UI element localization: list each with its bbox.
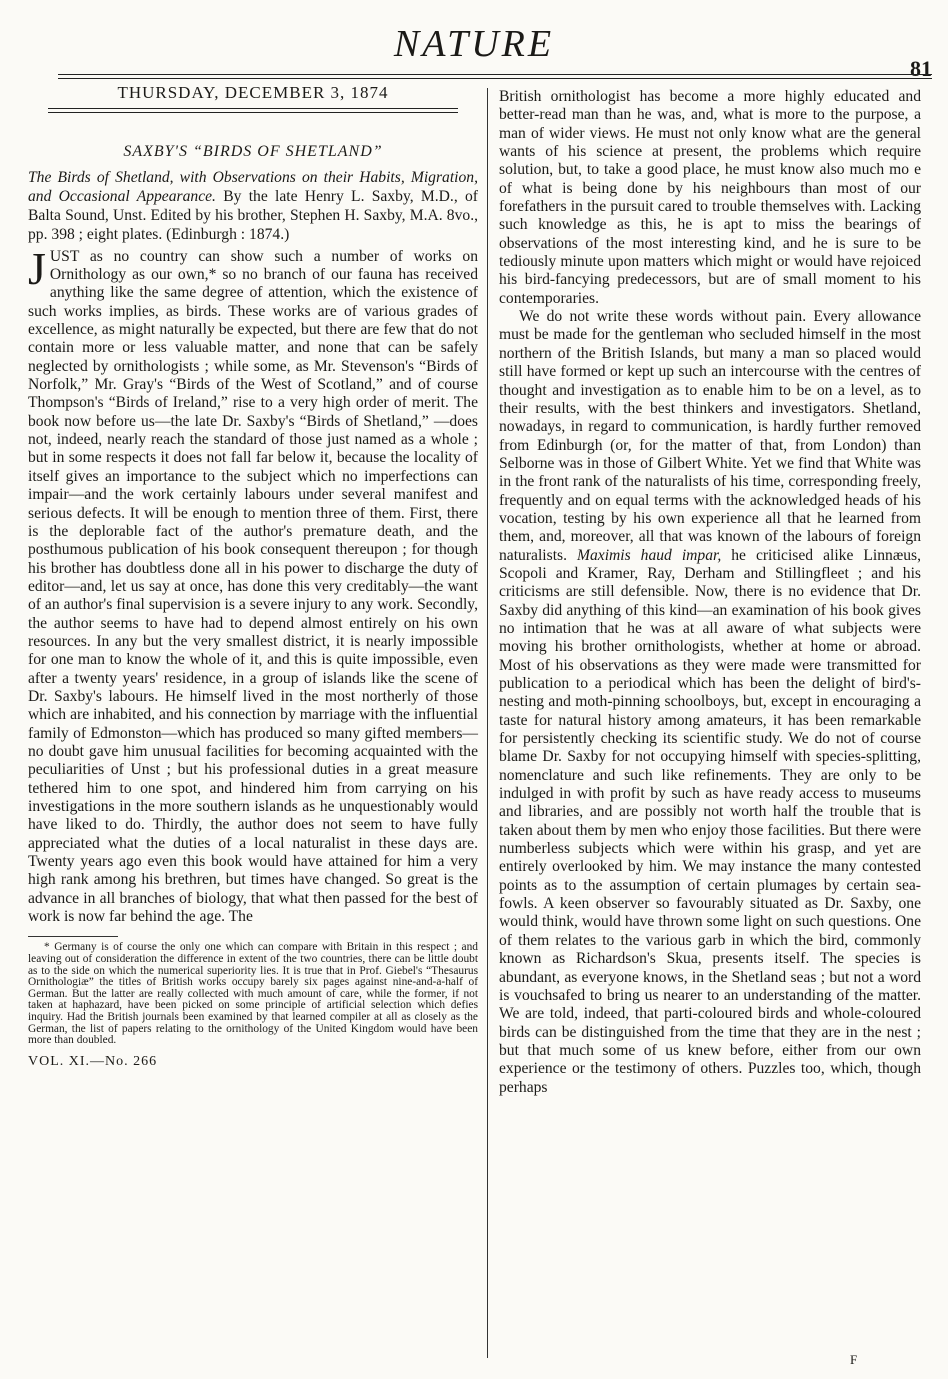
left-column bbox=[28, 80, 478, 1071]
footnote-rule bbox=[28, 936, 118, 937]
footnote: * Germany is of course the only one which can compare with Britain in this respect ; and leaving out of consideration the difference in extent of the two countries, there can be little doubt as to the side on which the numerical superiority lies. It is true that in Prof. Giebel's “Thesaurus Ornithologiæ” the titles of British works occupy barely six pages against nine-and-a-half of German. But the latter are really collected with much amount of care, while the former, if not taken at haphazard, have been picked on some principle of artificial selection which defies inquiry. Had the British journals been examined by that learned compiler at all as closely as the German, the list of papers relating to the ornithology of the United Kingdom would have been more than doubled. bbox=[28, 941, 478, 1047]
volume-number: VOL. XI.—No. 266 bbox=[28, 1053, 158, 1069]
article-title: SAXBY'S “BIRDS OF SHETLAND” bbox=[123, 143, 383, 161]
latin-phrase: Maximis haud impar, bbox=[576, 546, 722, 564]
journal-title: NATURE bbox=[393, 23, 555, 65]
article-paragraph bbox=[28, 242, 478, 927]
page-number: 81 bbox=[910, 56, 932, 81]
article-text: UST as no country can show such a number of works on Ornithology as our own,* so no branch of our fauna has received anything like the same degree of attention, which the existence of such works implies, as birds. These works are of various grades of excellence, as might naturally be expected, but there are few that do not contain more or less valuable matter, and none that can be safely neglected by ornithologists ; while some, as Mr. Stevenson's “Birds of Norfolk,” Mr. Gray's “Birds of the West of Scotland,” and of course Thompson's “Birds of Ireland,” rise to a very high order of merit. The book now before us—the late Dr. Saxby's “Birds of Shetland,” —does not, indeed, nearly reach the standard of those just named as a whole ; but in some respects it does not fall far below it, because the locality of itself gives an importance to the subject which no imperfections can impair—and the work certainly labours under several manifest and serious defects. It will be enough to mention three of them. First, there is the deplorable fact of the author's premature death, and the posthumous publication of his book consequent thereupon ; for though his brother has doubtless done all in his power to discharge the duty of editor—and, let us say at once, has done this very creditably—the want of an author's final supervision is a severe injury to any work. Secondly, the author seems to have had to depend almost entirely on his own resources. In any but the very smallest district, it is nearly impossible for one man to know the whole of it, and this is quite impossible, even after a twenty years' residence, in a group of islands like the scene of Dr. Saxby's labours. He himself lived in the most northerly of those which are inhabited, and his connection by marriage with the influential family of Edmonston—which has produced so many gifted members—no doubt gave him unusual facilities for becoming acquainted with the peculiarities of Unst ; but his professional duties in a great measure tethered him to one spot, and hindered him from carrying on his investigations in the more southern islands as he unquestionably would have liked to do. Thirdly, the author does not seem to have fully appreciated what the duties of a local naturalist in these days are. Twenty years ago even this book would have attained for him a very high rank among his brethren, but times have changed. So great is the advance in all branches of biology, that what then passed for the best of work is now far behind the age. The bbox=[28, 247, 478, 926]
bibliography bbox=[28, 168, 478, 244]
article-text: he criticised alike Linnæus, Scopoli and Kramer, Ray, Derham and Stillingfleet ; and his criticisms are still defensible. Now, there is no evidence that Dr. Saxby did anything of this kind—an examination of his book gives no intimation that he was at all aware of what subjects were moving his brother ornithologists, whether at home or abroad. Most of his observations as they were made were transmitted for publication to a periodical which has been the delight of bird's-nesting and moth-pinning schoolboys, but, except in encouraging a taste for natural history among amateurs, it has been remarkable for persistently checking its scientific study. We do not of course blame Dr. Saxby for not occupying himself with species-splitting, nomenclature and such like refinements. They are only to be indulged in with profit by such as have ready access to museums and libraries, and are possibly not worth half the trouble that is taken about them by men who enjoy those facilities. But there were numberless subjects which were within his grasp, and yet are entirely overlooked by him. We may instance the many contested points as to the assumption of certain plumages by certain sea-fowls. A keen observer so favourably situated as Dr. Saxby, one would think, would have thrown some light on such questions. One of them relates to the various garb in which the bird, commonly known as Richardson's Skua, presents itself. The species is abundant, as everyone knows, in the Shetland seas ; but not a word is vouchsafed to bring us nearer to an understanding of the matter. We are told, indeed, that parti-coloured birds and whole-coloured birds can be distinguished from the time that they are in the nest ; but that much some of us knew before, either from our own experience or the testimony of others. Puzzles too, which, though perhaps bbox=[499, 546, 921, 1096]
article-paragraph bbox=[499, 308, 921, 1097]
article-paragraph: British ornithologist has become a more highly educated and better-read man than he was, and, what is more to the purpose, a man of wider views. He must not only know what are the general wants of his science at present, the problems which require solution, but, to take a good place, he must know also much mo e of what is being done by his neighbours than most of our forefathers in the pursuit cared to trouble themselves with. Lacking such knowledge as this, he is apt to miss the bearings of observations of the most interesting kind, and he is sure to be tediously minute upon matters which might or would have rejoiced his bird-fancying predecessors, but are of small moment to his contemporaries. bbox=[499, 88, 921, 307]
issue-date: THURSDAY, DECEMBER 3, 1874 bbox=[117, 83, 389, 102]
masthead bbox=[0, 22, 948, 81]
header-rule-double bbox=[58, 78, 932, 79]
date-rule bbox=[48, 108, 458, 109]
book-details: By the late Henry L. Saxby, M.D., of Balta Sound, Unst. Edited by his brother, Stephen H. Saxby, M.A. 8vo., pp. 398 ; eight plates. (Edinburgh : 1874.) bbox=[28, 187, 478, 243]
article-text: We do not write these words without pain. Every allowance must be made for the gentleman who secluded himself in the most northern of the British Islands, but many a man so placed would still have formed or kept up such an intercourse with the centres of thought and investigation as to enable him to be on a level, as to their results, with the best thinkers and investigators. Shetland, nowadays, in regard to communication, is hardly further removed from Edinburgh (or, for the matter of that, from London) than Selborne was in those of Gilbert White. Yet we find that White was in the front rank of the naturalists of his time, corresponding freely, frequently and on equal terms with the acknowledged heads of his vocation, testing by his own experience all that he learned from them, and, moreover, all that was known of the labours of foreign naturalists. bbox=[499, 308, 921, 564]
header-rule bbox=[58, 74, 932, 75]
right-column bbox=[499, 88, 921, 1097]
signature-mark: F bbox=[850, 1352, 858, 1367]
drop-cap: J bbox=[28, 242, 46, 294]
book-title: The Birds of Shetland, with Observations on their Habits, Migration, and Occasional Appearance. bbox=[28, 168, 478, 205]
date-rule-double bbox=[48, 112, 458, 113]
column-divider bbox=[487, 88, 488, 1358]
